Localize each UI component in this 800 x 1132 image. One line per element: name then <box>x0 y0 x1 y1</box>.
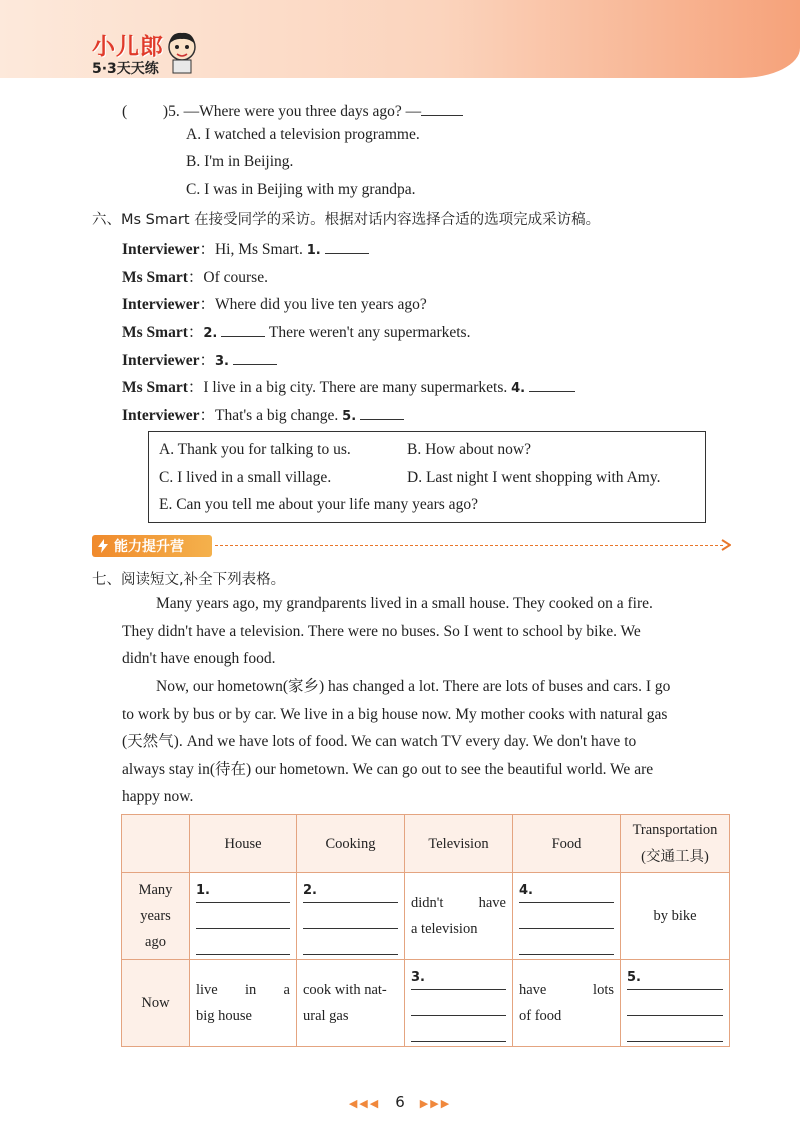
table-cell <box>297 873 405 960</box>
table-header-corner <box>122 815 190 873</box>
prev-arrows-icon: ◀◀◀ <box>348 1097 381 1110</box>
row-label: Many years ago <box>122 873 190 960</box>
section7-title: 七、阅读短文,补全下列表格。 <box>92 572 286 588</box>
answer-blank[interactable] <box>196 903 290 929</box>
table-header: Transportation (交通工具) <box>621 815 730 873</box>
section-banner <box>92 535 212 557</box>
table-cell: by bike <box>621 873 730 960</box>
brand-logo <box>92 28 164 78</box>
answer-blank[interactable] <box>529 377 575 392</box>
table-row <box>122 960 730 1047</box>
option-a: A. Thank you for talking to us. <box>159 441 351 458</box>
answer-blank[interactable] <box>411 990 506 1016</box>
table-header: House <box>190 815 297 873</box>
q5-option-b: B. I'm in Beijing. <box>186 153 294 170</box>
table-header: Television <box>405 815 513 873</box>
banner-label: 能力提升营 <box>114 539 184 555</box>
dialogue-line-4: Ms Smart：2. There weren't any supermarkets. <box>122 324 471 341</box>
option-e: E. Can you tell me about your life many years ago? <box>159 496 478 513</box>
q5-option-a: A. I watched a television programme. <box>186 126 420 143</box>
passage-paragraph-1: Many years ago, my grandparents lived in a small house. They cooked on a fire. They didn't have a television. There were no buses. So I went to school by bike. We didn't have enough food. <box>122 595 653 667</box>
dialogue-line-2: Ms Smart：Of course. <box>122 269 268 286</box>
dialogue-line-7: Interviewer：That's a big change. 5. <box>122 403 404 425</box>
next-arrows-icon: ▶▶▶ <box>419 1097 452 1110</box>
answer-blank[interactable] <box>221 322 265 337</box>
answer-blank[interactable] <box>411 1016 506 1042</box>
answer-blank[interactable] <box>421 101 463 116</box>
table-cell <box>190 873 297 960</box>
answer-blank[interactable] <box>360 405 404 420</box>
logo-subtitle: 5·3天天练 <box>92 61 159 77</box>
answer-blank[interactable] <box>627 1016 723 1042</box>
table-cell <box>513 873 621 960</box>
answer-blank[interactable]: 2. <box>303 877 398 903</box>
dialogue-line-1: Interviewer：Hi, Ms Smart. 1. <box>122 237 369 259</box>
answer-blank[interactable]: 5. <box>627 964 723 990</box>
q5-stem: ( )5. —Where were you three days ago? — <box>122 101 463 121</box>
answer-blank[interactable] <box>303 903 398 929</box>
q5-option-c: C. I was in Beijing with my grandpa. <box>186 181 416 198</box>
page-footer <box>0 1093 800 1111</box>
table-cell: didn't have a television <box>405 873 513 960</box>
passage-paragraph-2: Now, our hometown(家乡) has changed a lot. There are lots of buses and cars. I go to work by bus or by car. We live in a big house now. My mother cooks with natural gas (天然气). And we have lots of food. We can watch TV every day. We don't have to always stay in(待在) our hometown. We can go out to see the beautiful world. We are happy now. <box>122 678 671 805</box>
answer-blank[interactable]: 1. <box>196 877 290 903</box>
table-header: Cooking <box>297 815 405 873</box>
answer-blank[interactable] <box>196 929 290 955</box>
dialogue-line-6: Ms Smart：I live in a big city. There are many supermarkets. 4. <box>122 375 575 397</box>
option-d: D. Last night I went shopping with Amy. <box>407 469 661 486</box>
answer-blank[interactable] <box>627 990 723 1016</box>
answer-blank[interactable]: 4. <box>519 877 614 903</box>
mascot-icon <box>165 30 199 74</box>
dialogue-line-5: Interviewer：3. <box>122 348 277 370</box>
answer-blank[interactable] <box>303 929 398 955</box>
logo-title: 小儿郎 <box>92 34 164 60</box>
table-cell: live in a big house <box>190 960 297 1047</box>
option-b: B. How about now? <box>407 441 531 458</box>
section6-title: 六、Ms Smart 在接受同学的采访。根据对话内容选择合适的选项完成采访稿。 <box>92 212 601 228</box>
table-cell: have lots of food <box>513 960 621 1047</box>
answer-blank[interactable]: 3. <box>411 964 506 990</box>
table-cell <box>621 960 730 1047</box>
table-header-row <box>122 815 730 873</box>
answer-blank[interactable] <box>519 903 614 929</box>
lightning-icon <box>95 538 111 554</box>
options-box <box>148 431 706 523</box>
table-header: Food <box>513 815 621 873</box>
row-label: Now <box>122 960 190 1047</box>
answer-blank[interactable] <box>233 350 277 365</box>
table-cell <box>405 960 513 1047</box>
page-number: 6 <box>395 1093 405 1111</box>
answer-blank[interactable] <box>519 929 614 955</box>
banner-divider <box>215 545 723 546</box>
arrow-right-icon <box>721 539 731 551</box>
option-c: C. I lived in a small village. <box>159 469 332 486</box>
dialogue-line-3: Interviewer：Where did you live ten years ago? <box>122 296 427 313</box>
comparison-table <box>121 814 730 1047</box>
table-row <box>122 873 730 960</box>
table-cell: cook with nat- ural gas <box>297 960 405 1047</box>
answer-blank[interactable] <box>325 239 369 254</box>
